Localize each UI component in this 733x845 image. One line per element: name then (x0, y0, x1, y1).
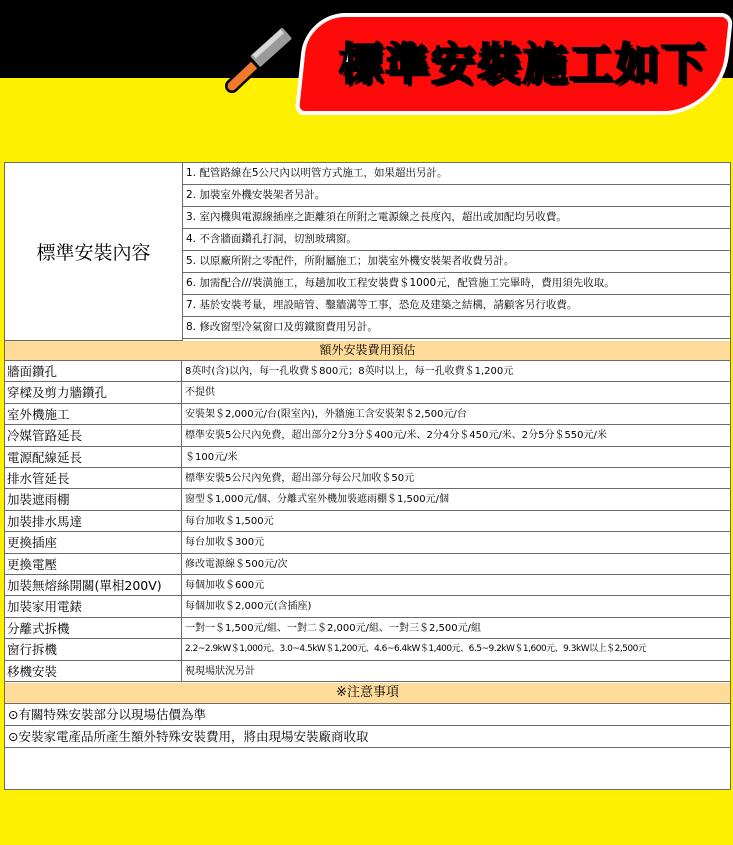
standard-item: 4. 不含牆面鑽孔打洞，切割玻璃窗。 (183, 229, 730, 251)
fee-row (5, 554, 730, 575)
fee-value: 8英吋(含)以內，每一孔收費＄800元；8英吋以上，每一孔收費＄1,200元 (185, 366, 514, 377)
fee-row (5, 618, 730, 639)
fee-value: 每台加收＄1,500元 (185, 515, 274, 527)
fee-row (5, 489, 730, 510)
standard-item: 5. 以原廠所附之零配件，所附屬施工；加裝室外機安裝架者收費另計。 (183, 251, 730, 273)
fee-label: 室外機施工 (5, 404, 182, 424)
notes-header: ※注意事項 (5, 683, 730, 704)
fee-row (5, 639, 730, 660)
standard-item: 1. 配管路線在5公尺內以明管方式施工，如果超出另計。 (183, 163, 730, 185)
fee-value: 窗型＄1,000元/個、分離式室外機加裝遮雨棚＄1,500元/個 (185, 494, 449, 506)
standard-item: 2. 加裝室外機安裝架者另計。 (183, 185, 730, 207)
fee-label: 冷媒管路延長 (5, 425, 182, 445)
fee-label: 更換插座 (5, 532, 182, 552)
fee-value: 修改電源線＄500元/次 (185, 558, 288, 570)
banner-title: 標準安裝施工如下 (339, 39, 707, 90)
fee-value: 安裝架＄2,000元/台(限室內)，外牆施工含安裝架＄2,500元/台 (185, 408, 467, 420)
fee-label: 分離式拆機 (5, 618, 182, 638)
fee-row (5, 361, 730, 382)
extra-fee-header: 額外安裝費用預估 (5, 341, 730, 361)
fee-value: 每個加收＄600元 (185, 580, 265, 591)
fee-row (5, 661, 730, 682)
note-item: ⊙有關特殊安裝部分以現場估價為準 (5, 704, 730, 726)
fee-row (5, 511, 730, 532)
fee-label: 電源配線延長 (5, 447, 182, 467)
standard-install-label: 標準安裝內容 (5, 163, 183, 341)
fee-value: ＄100元/米 (185, 451, 238, 463)
fee-row (5, 447, 730, 468)
fee-value: 一對一＄1,500元/組、一對二＄2,000元/組、一對三＄2,500元/組 (185, 622, 481, 634)
fee-row (5, 404, 730, 425)
fee-label: 更換電壓 (5, 554, 182, 574)
fee-label: 加裝排水馬達 (5, 511, 182, 531)
fee-row (5, 532, 730, 553)
fee-label: 窗行拆機 (5, 639, 182, 659)
fee-row (5, 468, 730, 489)
fee-value: 每台加收＄300元 (185, 537, 265, 549)
fee-value: 標準安裝5公尺內免費，超出部分每公尺加收＄50元 (185, 473, 415, 484)
hammer-icon (218, 24, 302, 94)
fee-label: 排水管延長 (5, 468, 182, 488)
standard-item: 8. 修改窗型冷氣窗口及剪鐵窗費用另計。 (183, 317, 730, 339)
install-info-table (4, 162, 731, 790)
fee-value: 標準安裝5公尺內免費，超出部分2分3分＄400元/米、2分4分＄450元/米、2分5分＄550元/米 (185, 430, 607, 442)
fee-label: 移機安裝 (5, 661, 182, 681)
standard-item: 3. 室內機與電源線插座之距離須在所附之電源線之長度內，超出或加配均另收費。 (183, 207, 730, 229)
fee-label: 加裝家用電錶 (5, 596, 182, 616)
standard-item: 6. 加需配合///裝潢施工，每趟加收工程安裝費＄1000元，配管施工完畢時，費用須先收取。 (183, 273, 730, 295)
fee-row (5, 575, 730, 596)
fee-row (5, 382, 730, 403)
fee-row (5, 596, 730, 617)
fee-label: 穿樑及剪力牆鑽孔 (5, 382, 182, 402)
note-item: ⊙安裝家電產品所產生額外特殊安裝費用，將由現場安裝廠商收取 (5, 726, 730, 748)
standard-item: 7. 基於安裝考量，埋設暗管、鑿牆溝等工事，恐危及建築之結構，請顧客另行收費。 (183, 295, 730, 317)
fee-value: 視現場狀況另計 (185, 665, 255, 677)
fee-value: 每個加收＄2,000元(含插座) (185, 601, 312, 613)
fee-value: 2.2~2.9kW＄1,000元、3.0~4.5kW＄1,200元、4.6~6.4kW＄1,400元、6.5~9.2kW＄1,600元、9.3kW以上＄2,500元 (185, 644, 647, 655)
fee-value: 不提供 (185, 387, 215, 399)
fee-label: 加裝遮雨棚 (5, 489, 182, 509)
fee-row (5, 425, 730, 446)
fee-label: 加裝無熔絲開關(單相200V) (5, 575, 182, 595)
fee-label: 牆面鑽孔 (5, 361, 182, 381)
